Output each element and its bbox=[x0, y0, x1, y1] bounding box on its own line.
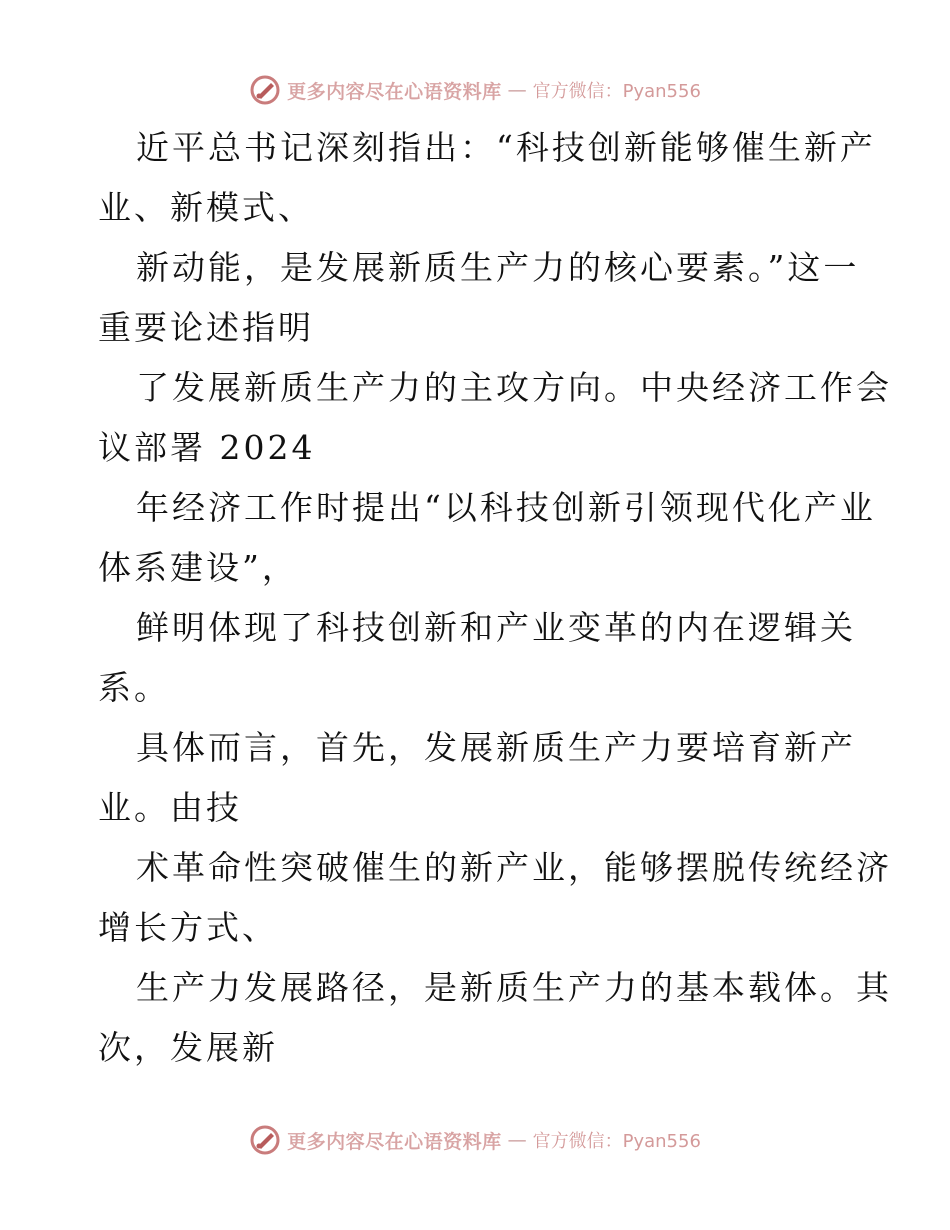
footer-watermark bbox=[0, 1122, 950, 1158]
text-line: 生产力发展路径，是新质生产力的基本载体。其 bbox=[136, 968, 892, 1007]
text-line: 体系建设”， bbox=[98, 548, 298, 587]
text-line: 系。 bbox=[98, 668, 170, 707]
text-line: 增长方式、 bbox=[98, 908, 278, 947]
text-line: 新动能，是发展新质生产力的核心要素。”这一 bbox=[136, 248, 860, 287]
watermark-brand: 更多内容尽在心语资料库 bbox=[287, 1130, 502, 1153]
text-line: 年经济工作时提出“以科技创新引领现代化产业 bbox=[136, 488, 876, 527]
text-line: 近平总书记深刻指出：“科技创新能够催生新产 bbox=[136, 128, 876, 167]
watermark-dash: — bbox=[507, 79, 527, 101]
seal-logo-icon bbox=[249, 74, 281, 106]
text-line: 次，发展新 bbox=[98, 1028, 278, 1067]
watermark-contact: 官方微信：Pyan556 bbox=[532, 1131, 701, 1152]
text-line: 业。由技 bbox=[98, 788, 242, 827]
watermark-contact: 官方微信：Pyan556 bbox=[532, 81, 701, 102]
text-line: 鲜明体现了科技创新和产业变革的内在逻辑关 bbox=[136, 608, 856, 647]
text-line: 术革命性突破催生的新产业，能够摆脱传统经济 bbox=[136, 848, 892, 887]
watermark-dash: — bbox=[507, 1129, 527, 1151]
header-watermark bbox=[0, 72, 950, 108]
text-line: 具体而言，首先，发展新质生产力要培育新产 bbox=[136, 728, 856, 767]
text-line: 议部署 2024 bbox=[98, 428, 316, 467]
watermark-brand: 更多内容尽在心语资料库 bbox=[287, 80, 502, 103]
document-body bbox=[98, 118, 892, 1078]
seal-logo-icon bbox=[249, 1124, 281, 1156]
text-line: 业、新模式、 bbox=[98, 188, 314, 227]
text-line: 了发展新质生产力的主攻方向。中央经济工作会 bbox=[136, 368, 892, 407]
text-line: 重要论述指明 bbox=[98, 308, 314, 347]
